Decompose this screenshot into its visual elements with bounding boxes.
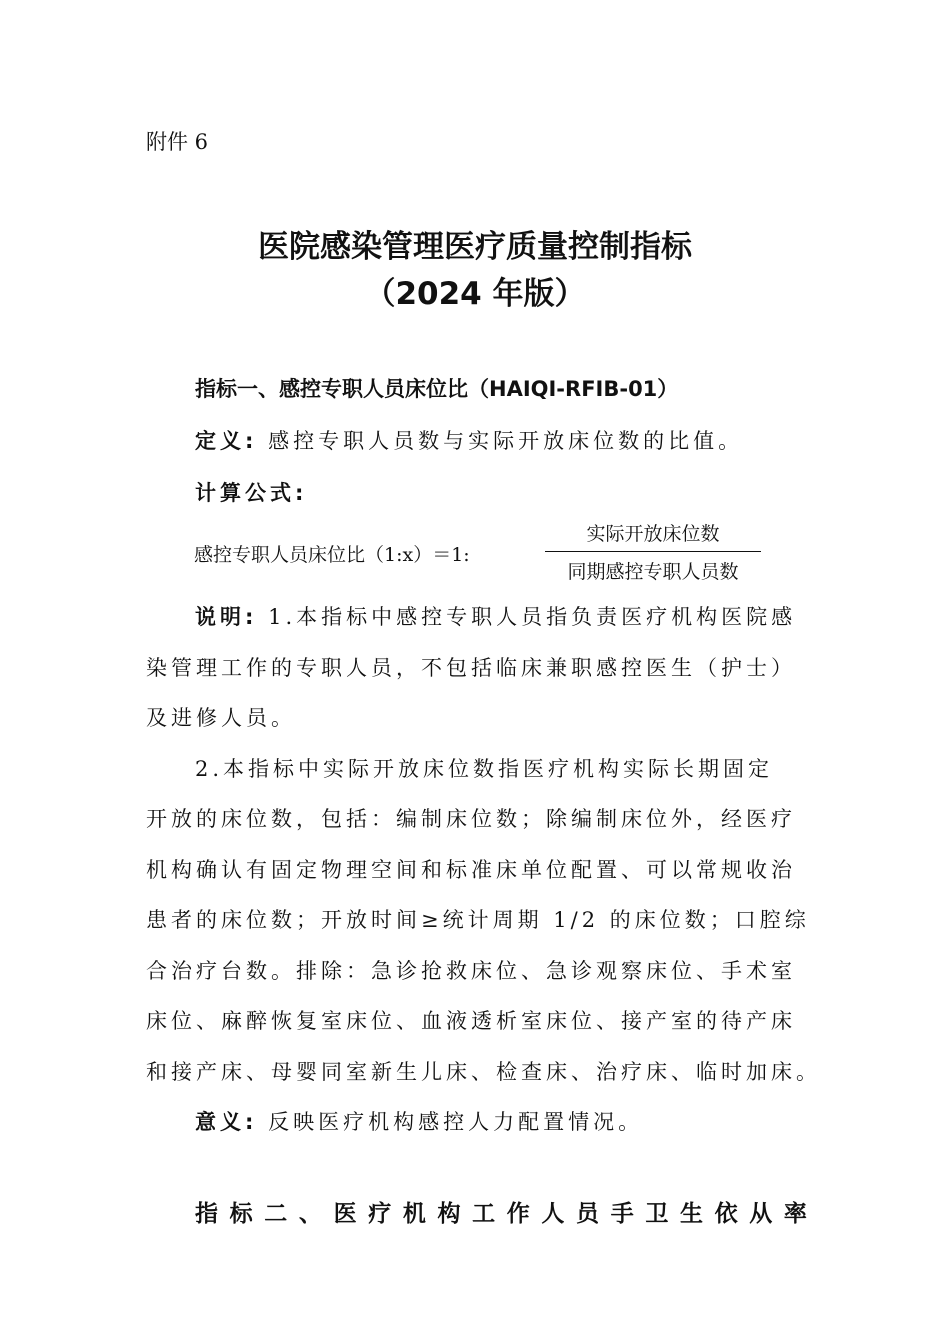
indicator1-heading: 指标一、感控专职人员床位比（HAIQI-RFIB-01） [195, 377, 679, 401]
note2-line-4: 患者的床位数；开放时间≥统计周期 1/2 的床位数；口腔综 [146, 908, 810, 932]
indicator2-heading-char: 标 [229, 1201, 253, 1227]
significance-text: 反映医疗机构感控人力配置情况。 [268, 1110, 644, 1134]
formula-denominator: 同期感控专职人员数 [567, 561, 739, 583]
note-text-1: 1.本指标中感控专职人员指负责医疗机构医院感 [268, 605, 797, 629]
indicator2-heading-char: 、 [298, 1201, 322, 1227]
indicator2-heading-char: 医 [333, 1201, 357, 1227]
definition-label: 定义: [195, 429, 258, 453]
document-title: 医院感染管理医疗质量控制指标 [258, 229, 692, 265]
document-subtitle: （2024 年版） [364, 276, 586, 312]
indicator2-heading-char: 指 [195, 1201, 218, 1227]
attachment-label: 附件 6 [146, 130, 209, 154]
note2-line-7: 和接产床、母婴同室新生儿床、检查床、治疗床、临时加床。 [146, 1060, 821, 1084]
indicator2-heading-char: 工 [472, 1201, 496, 1227]
note2-line-6: 床位、麻醉恢复室床位、血液透析室床位、接产室的待产床 [146, 1009, 796, 1033]
significance-label: 意义: [195, 1110, 258, 1134]
indicator2-heading-char: 手 [610, 1201, 634, 1227]
note-line-2: 染管理工作的专职人员，不包括临床兼职感控医生（护士） [146, 656, 796, 680]
indicator2-heading-char: 构 [437, 1201, 461, 1227]
indicator2-heading [195, 1195, 807, 1228]
definition-paragraph [195, 425, 806, 455]
indicator2-heading-char: 生 [679, 1201, 703, 1227]
formula-label: 计算公式: [195, 481, 308, 505]
indicator2-heading-char: 作 [506, 1201, 530, 1227]
indicator2-heading-char: 二 [264, 1201, 288, 1227]
formula-left-side: 感控专职人员床位比（1:x）＝1: [194, 544, 470, 566]
indicator2-heading-char: 机 [402, 1201, 426, 1227]
note-line-3: 及进修人员。 [146, 706, 296, 730]
definition-text: 感控专职人员数与实际开放床位数的比值。 [268, 429, 744, 453]
indicator2-heading-char: 人 [541, 1201, 565, 1227]
note2-line-3: 机构确认有固定物理空间和标准床单位配置、可以常规收治 [146, 858, 796, 882]
indicator2-heading-char: 员 [576, 1201, 600, 1227]
fraction-bar [545, 551, 761, 552]
note2-line-1: 2.本指标中实际开放床位数指医疗机构实际长期固定 [195, 757, 774, 781]
indicator2-heading-char: 疗 [368, 1201, 392, 1227]
formula-numerator: 实际开放床位数 [586, 523, 720, 545]
note2-line-5: 合治疗台数。排除：急诊抢救床位、急诊观察床位、手术室 [146, 959, 796, 983]
indicator2-heading-char: 从 [749, 1201, 773, 1227]
indicator2-heading-char: 卫 [645, 1201, 669, 1227]
note2-line-2: 开放的床位数，包括：编制床位数；除编制床位外，经医疗 [146, 807, 796, 831]
indicator2-heading-char: 率 [783, 1201, 807, 1227]
significance-paragraph [195, 1106, 806, 1136]
indicator2-heading-char: 依 [714, 1201, 738, 1227]
note-label: 说明: [195, 605, 258, 629]
note-line-1 [195, 601, 806, 631]
